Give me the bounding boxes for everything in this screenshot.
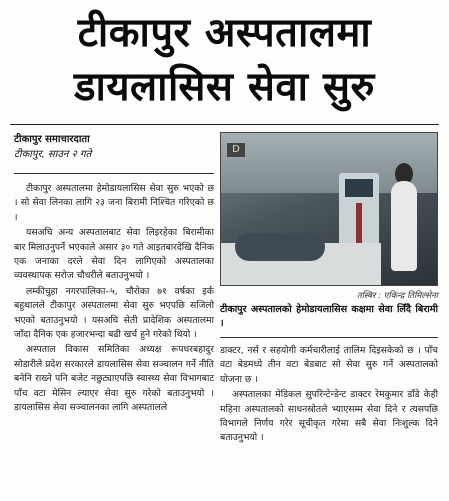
headline-line-1: टीकापुर अस्पतालमा [77,10,372,56]
paragraph: अस्पताल विकास समितिका अध्यक्ष रूपधरबहादुर सोडारीले प्रदेश सरकारले डायलासिस सेवा सञ्चालन गर्ने नीति बनेनि राख्ने पनि बजेट नछुट्याएपछि स्वास्थ्य सेवा विभागबाट पाँच वटा मेसिन ल्याएर सेवा सुरु गरेको बताउनुभयो । डायलासिस सेवा सञ्चालनका लागि अस्पतालले [14,344,214,414]
headline-divider [10,124,439,125]
paragraph: अस्पतालका मेडिकल सुपरिन्टेन्डेन्ट डाक्टर रेमकुमार डाँडे केही महिना अस्पतालको साधनस्रोतले भ्याएसम्म सेवा दिने र त्यसपछि विभागले निर्णय गरेर सूचीकृत गरेमा सबै सेवा निःशुल्क दिने बताउनुभयो । [220,389,438,444]
photo-credit: तस्बिर : एकिन्द्र तिमिल्सेना [356,291,438,301]
byline-author: टीकापुर समाचारदाता [14,134,90,145]
caption-divider [220,337,438,338]
paragraph: यसअघि अन्य अस्पतालबाट सेवा लिइरहेका बिरामीका बार मिलाउनुपर्ने भएकाले असार ३० गते आइतबारदेखि दैनिक एक जनाका दरले सेवा दिन लागिएको अस्पतालका व्यवस्थापक सरोज चौधरीले बताउनुभयो । [14,227,215,282]
patient-figure [235,233,325,261]
byline [14,132,214,162]
headline [0,6,449,114]
paragraph: डाक्टर, नर्स र सहयोगी कर्मचारीलाई तालिम दिइसकेको छ । पाँच वटा बेडमध्ये तीन वटा बेडबाट सो सेवा सुरु गर्ने अस्पतालको योजना छ । [220,345,438,385]
photo-caption: टीकापुर अस्पतालको हेमोडायलासिस कक्षमा सेवा लिँदै बिरामी । [220,304,438,329]
photo-room-marker: D [227,143,245,157]
headline-line-2: डायलासिस सेवा सुरु [74,64,375,110]
machine-tube [356,203,362,243]
machine-screen [345,179,373,197]
byline-dateline: टीकापुर, साउन २ गते [14,149,92,160]
left-column [14,182,214,417]
nurse-figure [391,181,417,271]
paragraph: टीकापुर अस्पतालमा हेमोडायलासिस सेवा सुरु भएको छ । सो सेवा लिनका लागि २३ जना बिरामी निश्चित गरिएको छ । [14,183,214,223]
right-column [220,344,438,447]
paragraph: लम्कीचुहा नगरपालिका–५, चौरोका ७१ वर्षका इर्क बहुथालले टीकापुर अस्पतालमा सेवा सुरु भएपछि सजिलो भएको बताउनुभयो । यसअघि सेती प्रादेशिक अस्पतालमा जाँदा दैनिक एक हजारभन्दा बढी खर्च हुने गरेको थियो । [14,285,214,341]
news-photo [220,132,438,286]
byline-divider [14,173,214,174]
